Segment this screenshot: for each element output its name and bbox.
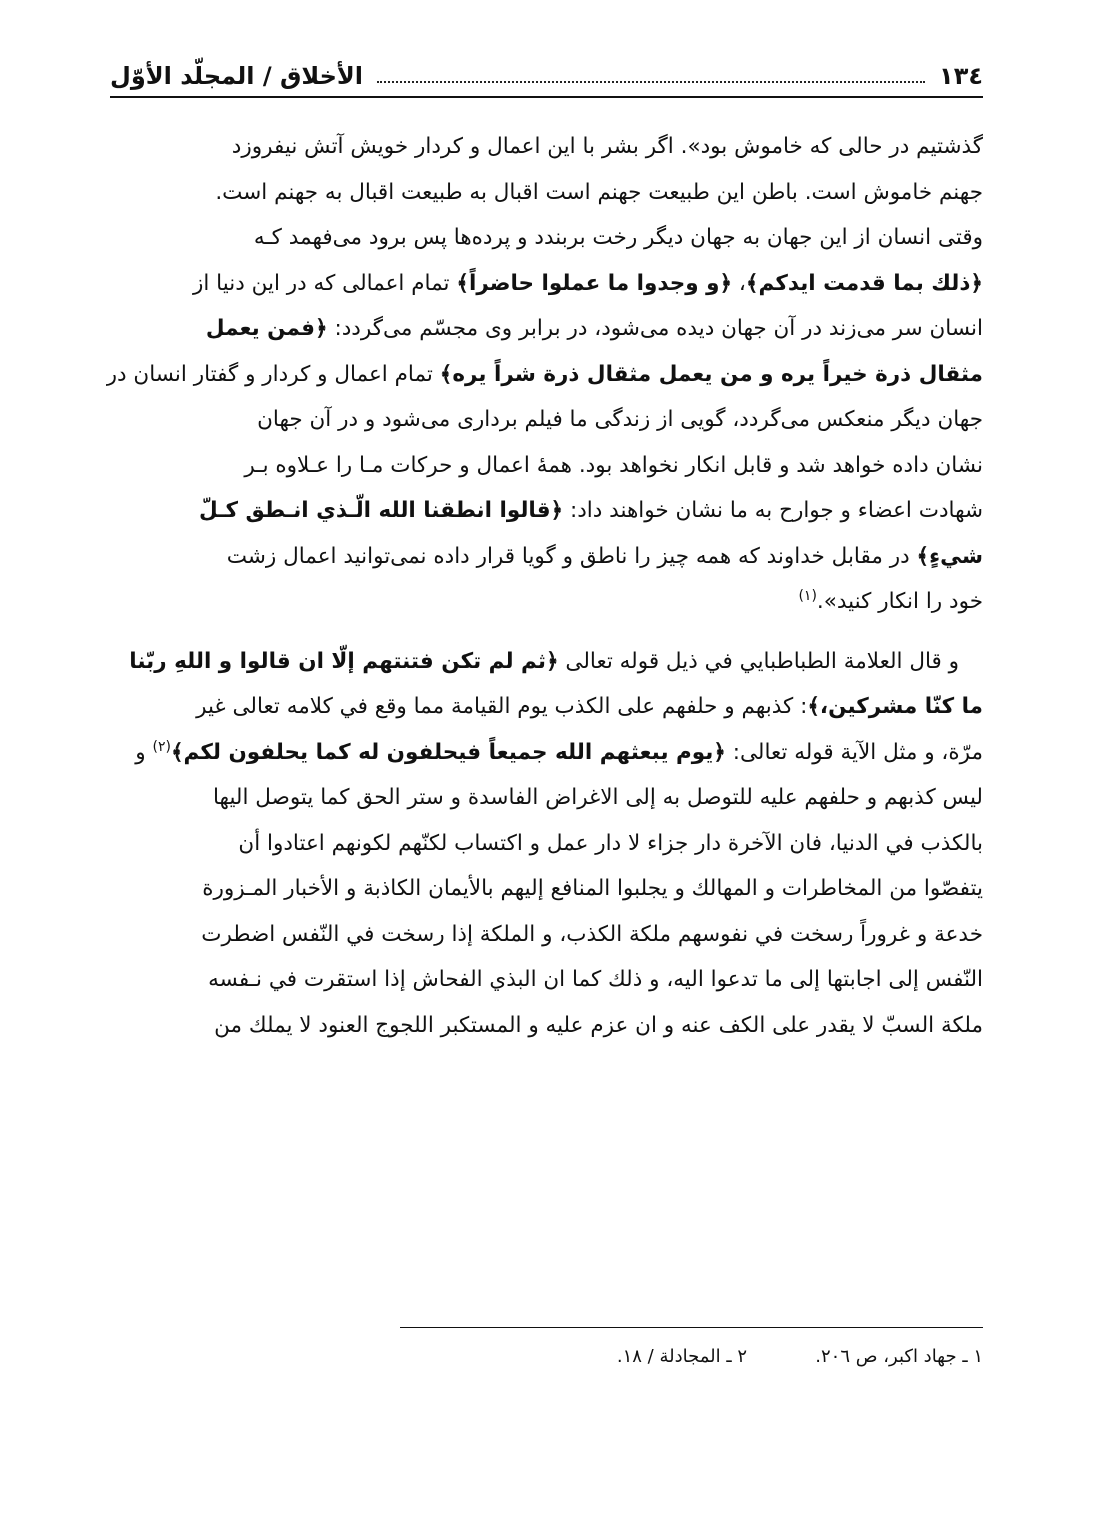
text-run: : كذبهم و حلفهم على الكذب يوم القيامة مما وقع في كلامه تعالى غير (196, 694, 808, 719)
quran-quote: ﴿فمن يعمل (205, 316, 328, 341)
text-line (106, 775, 983, 821)
text-run: نشان داده خواهد شد و قابل انكار نخواهد بود. همهٔ اعمال و حركات مـا را عـلاوه بـر (244, 452, 983, 478)
text-run: شهادت اعضاء و جوارح به ما نشان خواهند داد: (563, 498, 983, 523)
quran-quote: ﴿يوم يبعثهم الله جميعاً فيحلفون له كما يحلفون لكم﴾ (170, 739, 726, 765)
text-run: ليس كذبهم و حلفهم عليه للتوصل به إلى الاغراض الفاسدة و ستر الحق كما يتوصل اليها (212, 785, 983, 810)
quran-quote: ﴿و وجدوا ما عملوا حاضراً﴾ (456, 270, 733, 296)
page-number: ١٣٤ (939, 62, 983, 90)
text-line (106, 684, 983, 730)
text-line (106, 639, 983, 685)
text-line (106, 124, 983, 170)
quran-quote: ﴿ثم لم تكن فتنتهم إلّا ان قالوا و اللهِ ربّنا (129, 648, 559, 674)
text-run: در مقابل خداوند كه همه چيز را ناطق و گويا قرار داده نمى‌توانيد اعمال زشت (226, 543, 917, 569)
running-title: الأخلاق / المجلّد الأوّل (110, 62, 364, 90)
text-line (106, 579, 983, 625)
text-run: جهنم خاموش است. باطن اين طبيعت جهنم است اقبال به طبيعت اقبال به جهنم است. (215, 179, 983, 205)
text-run: انسان سر مى‌زند در آن جهان ديده مى‌شود، در برابر وى مجسّم مى‌گردد: (327, 316, 983, 341)
leader-dots (377, 81, 925, 83)
text-line (106, 488, 983, 534)
paragraph-persian (106, 124, 983, 625)
text-line (106, 306, 983, 352)
text-line (106, 730, 983, 776)
quran-quote: ﴿قالوا انطقنا الله الّـذي انـطق كـلّ (199, 498, 564, 523)
text-line (106, 1003, 983, 1049)
text-line (106, 821, 983, 867)
text-run: ، (732, 270, 746, 296)
quran-quote: مثقال ذرة خيراً يره و من يعمل مثقال ذرة شراً يره﴾ (439, 361, 983, 387)
text-run: جهان ديگر منعكس مى‌گردد، گويى از زندگى ما فيلم بردارى مى‌شود و در آن جهان (257, 407, 983, 432)
page-body (106, 124, 983, 1048)
text-line (106, 397, 983, 443)
text-run: ملكة السبّ لا يقدر على الكف عنه و ان عزم عليه و المستكبر اللجوج العنود لا يملك من (214, 1012, 983, 1038)
text-line (106, 352, 983, 398)
quran-quote: شيءٍ﴾ (916, 543, 983, 569)
text-line (106, 866, 983, 912)
text-run: وقتى انسان از اين جهان به جهان ديگر رخت بربندد و پرده‌ها پس برود مى‌فهمد كـه (253, 225, 983, 250)
quran-quote: ﴿ذلك بما قدمت ايدكم﴾ (745, 270, 983, 296)
text-line (106, 170, 983, 216)
footnote-rule (400, 1327, 983, 1328)
text-run: بالكذب في الدنيا، فان الآخرة دار جزاء لا دار عمل و اكتساب لكنّهم لكونهم اعتادوا أن (238, 830, 983, 856)
footnotes (110, 1346, 983, 1367)
text-line (106, 443, 983, 489)
text-run: خدعة و غروراً رسخت في نفوسهم ملكة الكذب، و الملكة إذا رسخت في النّفس اضطرت (201, 921, 983, 947)
page-header (110, 52, 983, 98)
text-run: مرّة، و مثل الآية قوله تعالى: (725, 739, 983, 765)
text-run: يتفصّوا من المخاطرات و المهالك و يجلبوا المنافع إليهم بالأيمان الكاذبة و الأخبار المـزورة (202, 876, 983, 901)
text-line (106, 215, 983, 261)
text-run: النّفس إلى اجابتها إلى ما تدعوا اليه، و ذلك كما ان البذي الفحاش إذا استقرت في نـفسه (208, 967, 983, 992)
text-line (106, 912, 983, 958)
quran-quote: ما كنّا مشركين،﴾ (807, 694, 983, 719)
text-line (106, 534, 983, 580)
text-run: و (135, 739, 153, 765)
text-line (106, 261, 983, 307)
footnote-2: ٢ ـ المجادلة / ١٨. (616, 1346, 747, 1367)
footnote-ref: (١) (798, 587, 817, 604)
text-run: تمام اعمال و كردار و گفتار انسان در (106, 361, 440, 387)
footnote-ref: (٢) (152, 738, 171, 755)
text-line (106, 957, 983, 1003)
text-run: تمام اعمالى كه در اين دنيا از (192, 270, 457, 296)
footnote-1: ١ ـ جهاد اكبر، ص ٢٠٦. (815, 1346, 983, 1367)
text-run: گذشتيم در حالى كه خاموش بود». اگر بشر با اين اعمال و كردار خويش آتش نيفروزد (231, 134, 983, 159)
text-run: خود را انكار كنيد». (816, 589, 983, 614)
text-run: و قال العلامة الطباطبايي في ذيل قوله تعالى (558, 648, 959, 674)
paragraph-arabic (106, 639, 983, 1049)
